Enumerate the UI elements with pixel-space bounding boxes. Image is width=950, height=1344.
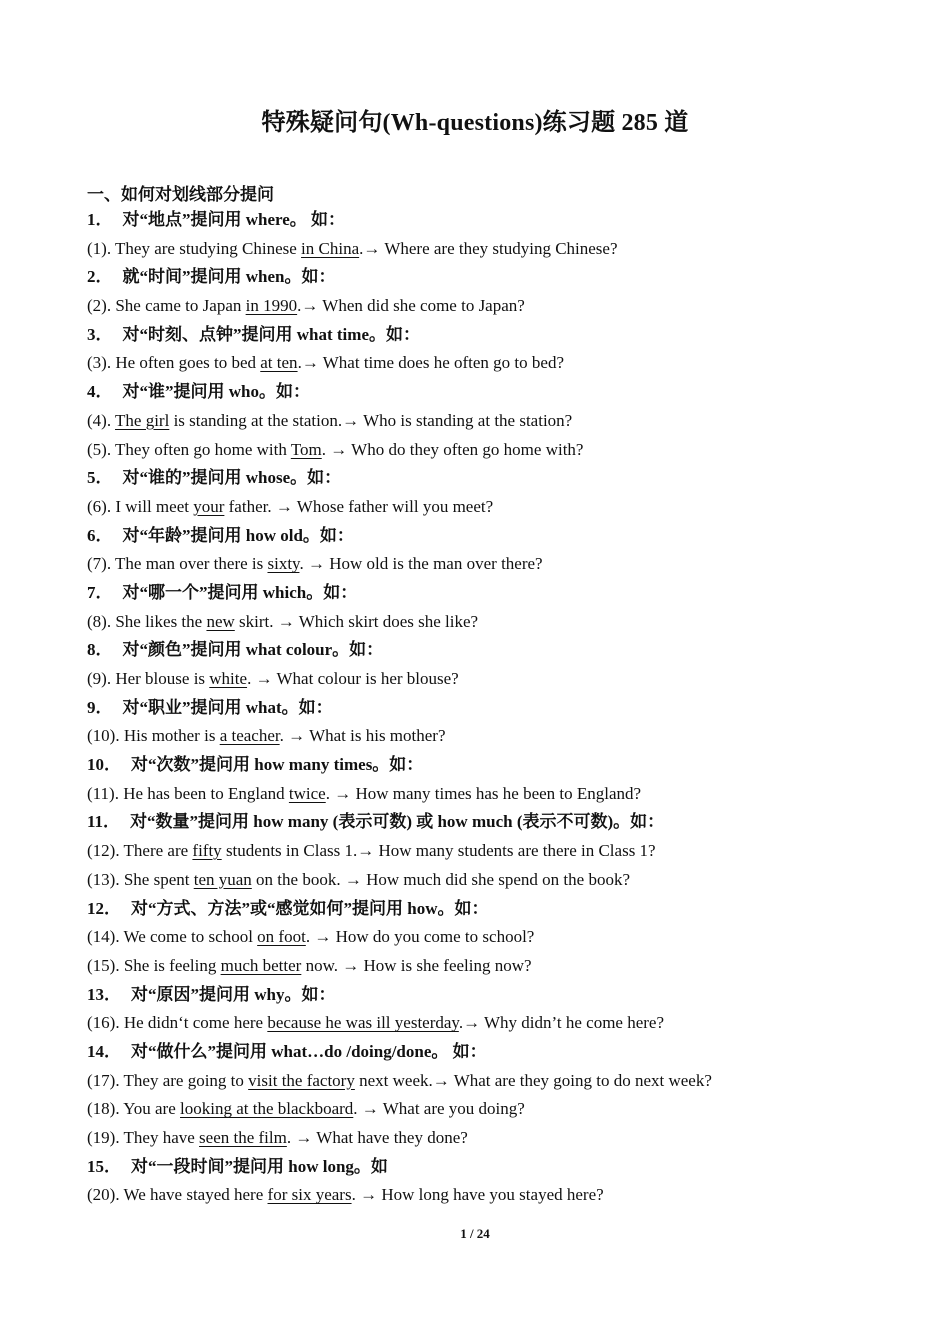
example-prefix: (1). They are studying Chinese xyxy=(87,238,302,258)
example-prefix: (19). They have xyxy=(87,1128,200,1147)
rule-text: 对“次数”提问用 how many times。如： xyxy=(131,755,424,775)
section-heading: 一、如何对划线部分提问 xyxy=(87,185,274,204)
example-prefix: (12). There are xyxy=(87,841,193,861)
rule-heading xyxy=(87,464,907,493)
rule-number: 12． xyxy=(87,898,121,918)
rule-heading xyxy=(87,522,907,551)
rule-text: 对“谁”提问用 who。如： xyxy=(122,382,310,402)
example-prefix: (8). She likes the xyxy=(87,611,207,631)
rule-number: 7． xyxy=(87,582,113,602)
example-prefix: (5). They often go home with xyxy=(87,439,291,459)
example-answer: .→ When did she come to Japan? xyxy=(297,296,525,316)
example-answer: . → How old is the man over there? xyxy=(299,554,543,574)
rule-heading xyxy=(87,636,907,665)
example-sentence xyxy=(87,235,907,264)
rule-text: 对“地点”提问用 where。 如： xyxy=(122,210,346,229)
rule-text: 对“哪一个”提问用 which。如： xyxy=(122,582,358,602)
rule-text: 对“颜色”提问用 what colour。如： xyxy=(122,640,384,660)
example-prefix: (6). I will meet xyxy=(87,496,194,516)
rule-heading xyxy=(87,206,907,235)
rule-text: 对“职业”提问用 what。如： xyxy=(122,697,333,717)
example-answer: students in Class 1.→ How many students are there in Class 1? xyxy=(221,841,656,861)
underlined-part: sixty xyxy=(267,554,300,574)
example-sentence xyxy=(87,349,907,378)
rule-text: 对“原因”提问用 why。如： xyxy=(131,984,336,1004)
underlined-part: because he was ill yesterday xyxy=(267,1013,459,1033)
example-prefix: (14). We come to school xyxy=(87,927,258,947)
example-sentence xyxy=(87,722,907,751)
example-sentence xyxy=(87,292,907,321)
example-prefix: (20). We have stayed here xyxy=(87,1185,268,1205)
example-sentence xyxy=(87,837,907,866)
example-sentence xyxy=(87,665,907,694)
example-sentence xyxy=(87,1181,907,1210)
underlined-part: ten yuan xyxy=(193,869,252,889)
example-sentence xyxy=(87,493,907,522)
rule-heading xyxy=(87,1153,907,1182)
underlined-part: visit the factory xyxy=(248,1070,355,1090)
example-answer: . → How long have you stayed here? xyxy=(351,1185,604,1205)
example-answer: . → How many times has he been to England? xyxy=(325,783,642,803)
rule-number: 13． xyxy=(87,984,121,1004)
underlined-part: a teacher xyxy=(219,726,280,746)
underlined-part: seen the film xyxy=(199,1128,287,1147)
rule-heading xyxy=(87,321,907,350)
example-sentence xyxy=(87,1009,907,1038)
example-prefix: (17). They are going to xyxy=(87,1070,249,1090)
example-prefix: (13). She spent xyxy=(87,869,194,889)
example-answer: .→ Where are they studying Chinese? xyxy=(359,238,618,258)
underlined-part: for six years xyxy=(267,1185,352,1205)
example-answer: . → Who do they often go home with? xyxy=(321,439,584,459)
example-prefix: (3). He often goes to bed xyxy=(87,353,261,373)
content-lines xyxy=(87,206,907,1210)
rule-number: 1． xyxy=(87,210,113,229)
example-answer: . → How do you come to school? xyxy=(305,927,535,947)
rule-text: 对“谁的”提问用 whose。如： xyxy=(122,468,342,488)
example-prefix: (11). He has been to England xyxy=(87,783,289,803)
rule-text: 对“时刻、点钟”提问用 what time。如： xyxy=(122,324,420,344)
example-answer: . → What is his mother? xyxy=(279,726,446,746)
example-prefix: (7). The man over there is xyxy=(87,554,268,574)
page-number: 1 / 24 xyxy=(460,1226,490,1241)
example-sentence xyxy=(87,1095,907,1124)
page-title: 特殊疑问句(Wh-questions)练习题 285 道 xyxy=(261,110,689,136)
rule-text: 对“方式、方法”或“感觉如何”提问用 how。如： xyxy=(131,898,489,918)
rule-number: 2． xyxy=(87,267,113,287)
underlined-part: your xyxy=(193,496,225,516)
underlined-part: at ten xyxy=(260,353,298,373)
underlined-part: white xyxy=(209,669,248,688)
example-answer: .→ What time does he often go to bed? xyxy=(297,353,564,373)
example-sentence xyxy=(87,952,907,981)
rule-number: 11． xyxy=(87,812,121,832)
rule-heading xyxy=(87,895,907,924)
underlined-part: twice xyxy=(288,783,326,803)
underlined-part: in China xyxy=(301,238,360,258)
rule-number: 8． xyxy=(87,640,113,660)
example-prefix: (4). xyxy=(87,410,116,430)
underlined-part: Tom xyxy=(290,439,322,459)
rule-heading xyxy=(87,1038,907,1067)
example-sentence xyxy=(87,1124,907,1153)
example-prefix: (18). You are xyxy=(87,1099,181,1119)
example-answer: now. → How is she feeling now? xyxy=(301,955,532,975)
underlined-part: new xyxy=(206,611,235,631)
rule-number: 15． xyxy=(87,1156,121,1176)
rule-heading xyxy=(87,808,907,837)
rule-text: 对“数量”提问用 how many (表示可数) 或 how much (表示不可数)。如： xyxy=(130,812,665,832)
rule-number: 4． xyxy=(87,382,113,402)
example-prefix: (15). She is feeling xyxy=(87,955,221,975)
example-answer: on the book. → How much did she spend on the book? xyxy=(251,869,630,889)
rule-number: 3． xyxy=(87,324,113,344)
example-prefix: (9). Her blouse is xyxy=(87,669,210,688)
underlined-part: much better xyxy=(220,955,302,975)
example-answer: . → What have they done? xyxy=(286,1128,468,1147)
example-sentence xyxy=(87,780,907,809)
underlined-part: looking at the blackboard xyxy=(180,1099,354,1119)
example-sentence xyxy=(87,436,907,465)
rule-number: 14． xyxy=(87,1041,121,1061)
rule-text: 就“时间”提问用 when。如： xyxy=(122,267,336,287)
example-sentence xyxy=(87,608,907,637)
rule-heading xyxy=(87,694,907,723)
rule-number: 5． xyxy=(87,468,113,488)
underlined-part: fifty xyxy=(192,841,222,861)
example-answer: next week.→ What are they going to do next week? xyxy=(354,1070,712,1090)
example-answer: father. → Whose father will you meet? xyxy=(224,496,494,516)
underlined-part: in 1990 xyxy=(245,296,298,316)
example-sentence xyxy=(87,550,907,579)
rule-text: 对“一段时间”提问用 how long。如 xyxy=(131,1156,388,1176)
example-answer: . → What colour is her blouse? xyxy=(247,669,459,688)
rule-number: 10． xyxy=(87,755,121,775)
example-sentence xyxy=(87,407,907,436)
example-sentence xyxy=(87,923,907,952)
rule-heading xyxy=(87,579,907,608)
underlined-part: on foot xyxy=(257,927,306,947)
example-prefix: (10). His mother is xyxy=(87,726,220,746)
example-sentence xyxy=(87,866,907,895)
example-sentence xyxy=(87,1067,907,1096)
example-answer: .→ Why didn’t he come here? xyxy=(458,1013,665,1033)
underlined-part: The girl xyxy=(115,410,170,430)
rule-heading xyxy=(87,378,907,407)
rule-heading xyxy=(87,263,907,292)
rule-number: 6． xyxy=(87,525,113,545)
rule-text: 对“做什么”提问用 what…do /doing/done。 如： xyxy=(131,1041,487,1061)
rule-text: 对“年龄”提问用 how old。如： xyxy=(122,525,354,545)
example-prefix: (2). She came to Japan xyxy=(87,296,246,316)
example-answer: is standing at the station.→ Who is standing at the station? xyxy=(169,410,573,430)
example-answer: . → What are you doing? xyxy=(353,1099,525,1119)
example-answer: skirt. → Which skirt does she like? xyxy=(234,611,479,631)
example-prefix: (16). He didn‘t come here xyxy=(87,1013,268,1033)
rule-heading xyxy=(87,751,907,780)
rule-heading xyxy=(87,981,907,1010)
rule-number: 9． xyxy=(87,697,113,717)
